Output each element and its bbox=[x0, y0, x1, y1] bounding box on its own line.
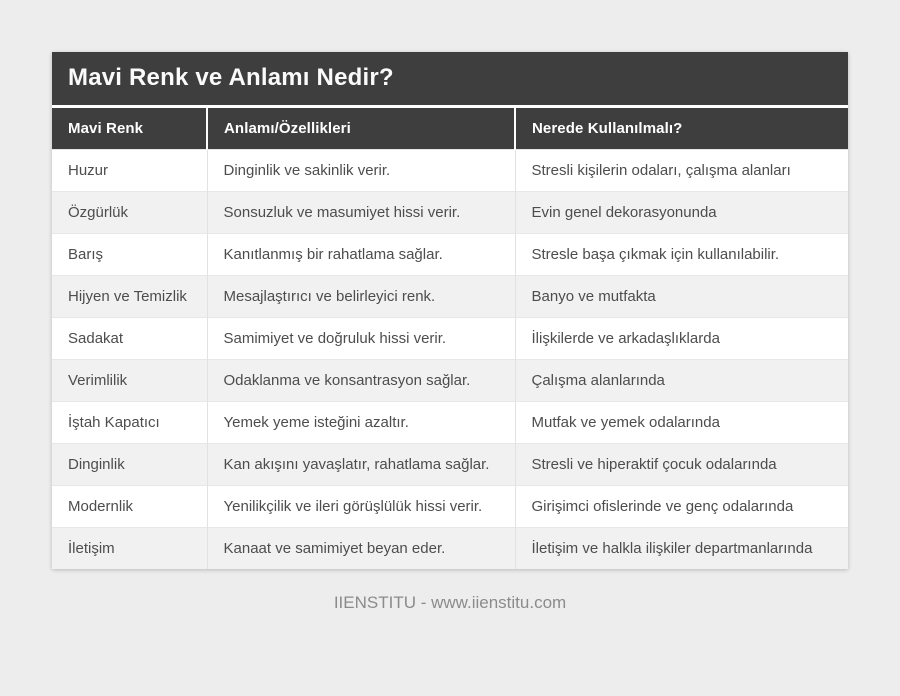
table-row bbox=[52, 528, 848, 570]
table-cell: Stresli ve hiperaktif çocuk odalarında bbox=[515, 444, 848, 486]
table-cell: Yemek yeme isteğini azaltır. bbox=[207, 402, 515, 444]
table-cell: Kanaat ve samimiyet beyan eder. bbox=[207, 528, 515, 570]
table-row bbox=[52, 444, 848, 486]
table-cell: Dinginlik bbox=[52, 444, 207, 486]
header-row bbox=[52, 108, 848, 150]
table-row bbox=[52, 192, 848, 234]
table-cell: Girişimci ofislerinde ve genç odalarında bbox=[515, 486, 848, 528]
table-cell: İştah Kapatıcı bbox=[52, 402, 207, 444]
table-body bbox=[52, 150, 848, 570]
table-row bbox=[52, 402, 848, 444]
table-cell: Sonsuzluk ve masumiyet hissi verir. bbox=[207, 192, 515, 234]
table-row bbox=[52, 360, 848, 402]
table-cell: Barış bbox=[52, 234, 207, 276]
table-cell: Yenilikçilik ve ileri görüşlülük hissi verir. bbox=[207, 486, 515, 528]
blue-color-meaning-table bbox=[52, 108, 848, 569]
table-cell: Sadakat bbox=[52, 318, 207, 360]
table-cell: Samimiyet ve doğruluk hissi verir. bbox=[207, 318, 515, 360]
table-cell: Banyo ve mutfakta bbox=[515, 276, 848, 318]
table-card bbox=[52, 52, 848, 569]
table-header bbox=[52, 108, 848, 150]
footer-watermark: IIENSTITU - www.iienstitu.com bbox=[333, 593, 567, 612]
table-row bbox=[52, 318, 848, 360]
table-cell: Hijyen ve Temizlik bbox=[52, 276, 207, 318]
table-row bbox=[52, 486, 848, 528]
column-header-mavi-renk: Mavi Renk bbox=[52, 108, 207, 150]
table-cell: Mesajlaştırıcı ve belirleyici renk. bbox=[207, 276, 515, 318]
table-cell: Mutfak ve yemek odalarında bbox=[515, 402, 848, 444]
table-cell: Verimlilik bbox=[52, 360, 207, 402]
table-cell: İletişim bbox=[52, 528, 207, 570]
table-cell: Dinginlik ve sakinlik verir. bbox=[207, 150, 515, 192]
table-row bbox=[52, 234, 848, 276]
table-cell: Evin genel dekorasyonunda bbox=[515, 192, 848, 234]
table-cell: İlişkilerde ve arkadaşlıklarda bbox=[515, 318, 848, 360]
table-cell: Kan akışını yavaşlatır, rahatlama sağlar. bbox=[207, 444, 515, 486]
page-title: Mavi Renk ve Anlamı Nedir? bbox=[52, 52, 848, 108]
column-header-anlami-ozellikleri: Anlamı/Özellikleri bbox=[207, 108, 515, 150]
table-cell: Modernlik bbox=[52, 486, 207, 528]
table-row bbox=[52, 150, 848, 192]
table-cell: Kanıtlanmış bir rahatlama sağlar. bbox=[207, 234, 515, 276]
table-cell: İletişim ve halkla ilişkiler departmanlarında bbox=[515, 528, 848, 570]
table-cell: Huzur bbox=[52, 150, 207, 192]
table-cell: Stresli kişilerin odaları, çalışma alanları bbox=[515, 150, 848, 192]
table-row bbox=[52, 276, 848, 318]
table-cell: Özgürlük bbox=[52, 192, 207, 234]
table-cell: Çalışma alanlarında bbox=[515, 360, 848, 402]
column-header-nerede-kullanilmali: Nerede Kullanılmalı? bbox=[515, 108, 848, 150]
table-cell: Odaklanma ve konsantrasyon sağlar. bbox=[207, 360, 515, 402]
table-cell: Stresle başa çıkmak için kullanılabilir. bbox=[515, 234, 848, 276]
